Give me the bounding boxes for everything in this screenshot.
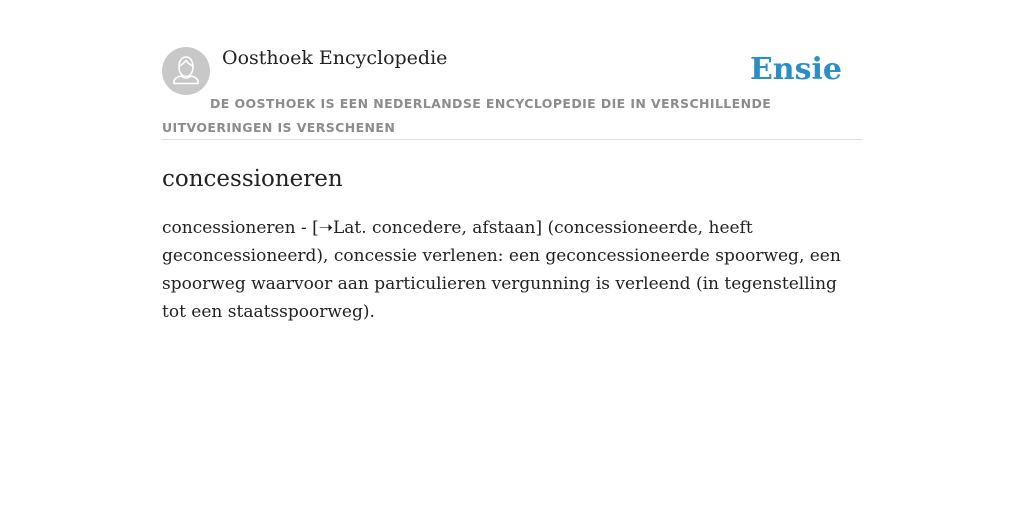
author-description: DE OOSTHOEK IS EEN NEDERLANDSE ENCYCLOPEDIE DIE IN VERSCHILLENDE UITVOERINGEN IS VERSCHENEN (162, 96, 772, 135)
brand-logo[interactable]: Ensie (749, 52, 842, 87)
author-header (162, 46, 862, 140)
avatar[interactable] (162, 47, 210, 95)
user-silhouette-icon (162, 47, 210, 95)
content-container (162, 46, 862, 326)
entry-definition: concessioneren - [➝Lat. concedere, afstaan] (concessioneerde, heeft geconcessioneerd), concessie verlenen: een geconcessioneerde spoorweg, een spoorweg waarvoor aan particulieren vergunning is verleend (in tegenstelling tot een staatsspoorweg). (162, 218, 841, 322)
entry-title: concessioneren (162, 166, 343, 192)
author-name[interactable]: Oosthoek Encyclopedie (222, 47, 448, 69)
